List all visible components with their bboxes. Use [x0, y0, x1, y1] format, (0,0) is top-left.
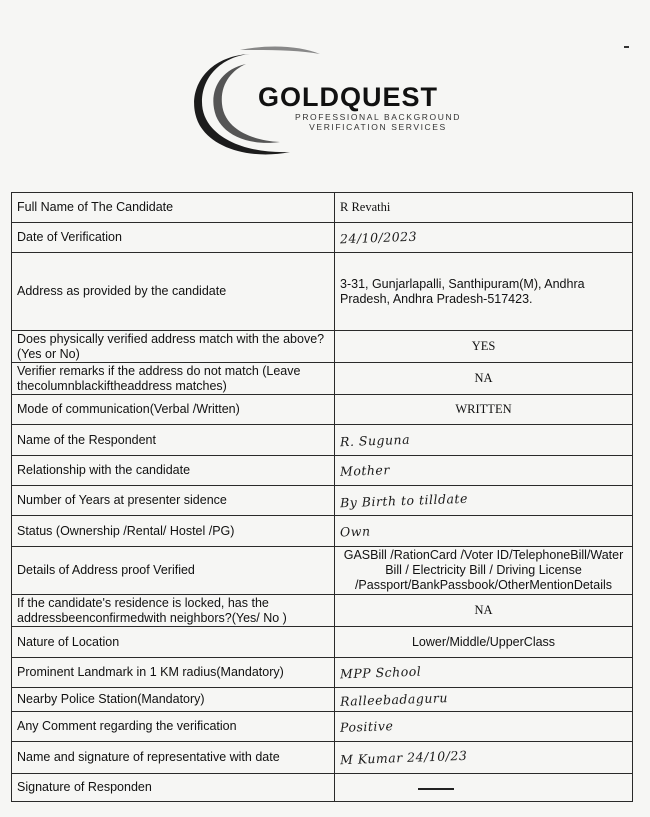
field-value: NA	[335, 363, 633, 395]
table-row	[12, 595, 633, 627]
handwritten-text: Positive	[339, 718, 394, 735]
signature-mark	[418, 788, 454, 790]
table-row	[12, 331, 633, 363]
field-value: YES	[335, 331, 633, 363]
field-value: GASBill /RationCard /Voter ID/TelephoneBill/Water Bill / Electricity Bill / Driving License /Passport/BankPassbook/OtherMentionDetails	[335, 547, 633, 595]
field-label: Status (Ownership /Rental/ Hostel /PG)	[12, 516, 335, 547]
field-label: Relationship with the candidate	[12, 456, 335, 486]
handwritten-text: R. Suguna	[339, 431, 411, 449]
handwritten-value	[335, 688, 633, 712]
document-header	[0, 0, 650, 190]
field-label: Mode of communication(Verbal /Written)	[12, 395, 335, 425]
handwritten-text: By Birth to tilldate	[339, 490, 469, 511]
table-row	[12, 193, 633, 223]
table-row	[12, 456, 633, 486]
field-value: 3-31, Gunjarlapalli, Santhipuram(M), Andhra Pradesh, Andhra Pradesh-517423.	[335, 253, 633, 331]
table-row	[12, 223, 633, 253]
field-label: Number of Years at presenter sidence	[12, 486, 335, 516]
field-value: NA	[335, 595, 633, 627]
field-label: Name and signature of representative with date	[12, 742, 335, 774]
field-value: WRITTEN	[335, 395, 633, 425]
table-row	[12, 486, 633, 516]
handwritten-text: Mother	[339, 462, 391, 479]
field-label: Any Comment regarding the verification	[12, 712, 335, 742]
field-label: If the candidate's residence is locked, has the addressbeenconfirmedwith neighbors?(Yes/ No )	[12, 595, 335, 627]
handwritten-value	[335, 223, 633, 253]
handwritten-text: M Kumar 24/10/23	[339, 747, 468, 768]
handwritten-text: Own	[339, 522, 371, 540]
field-label: Signature of Responden	[12, 774, 335, 802]
handwritten-text: MPP School	[339, 663, 422, 682]
field-label: Nearby Police Station(Mandatory)	[12, 688, 335, 712]
field-label: Does physically verified address match with the above?(Yes or No)	[12, 331, 335, 363]
table-row	[12, 395, 633, 425]
handwritten-value	[335, 486, 633, 516]
handwritten-value	[335, 516, 633, 547]
field-value: R Revathi	[335, 193, 633, 223]
handwritten-text: 24/10/2023	[339, 228, 418, 247]
margin-mark	[624, 46, 629, 48]
field-label: Name of the Respondent	[12, 425, 335, 456]
table-row	[12, 516, 633, 547]
table-row	[12, 658, 633, 688]
field-label: Full Name of The Candidate	[12, 193, 335, 223]
field-label: Details of Address proof Verified	[12, 547, 335, 595]
table-row	[12, 712, 633, 742]
signature-cell	[335, 774, 633, 802]
field-label: Verifier remarks if the address do not match (Leave thecolumnblackiftheaddress matches)	[12, 363, 335, 395]
handwritten-value	[335, 712, 633, 742]
handwritten-value	[335, 425, 633, 456]
field-label: Prominent Landmark in 1 KM radius(Mandatory)	[12, 658, 335, 688]
table-row	[12, 742, 633, 774]
handwritten-value	[335, 658, 633, 688]
handwritten-value	[335, 456, 633, 486]
table-row	[12, 253, 633, 331]
table-row	[12, 627, 633, 658]
handwritten-text: Ralleebadaguru	[339, 690, 449, 709]
field-label: Address as provided by the candidate	[12, 253, 335, 331]
field-value: Lower/Middle/UpperClass	[335, 627, 633, 658]
handwritten-value	[335, 742, 633, 774]
table-row	[12, 425, 633, 456]
table-row	[12, 774, 633, 802]
tagline-line-2: VERIFICATION SERVICES	[309, 122, 447, 132]
table-row	[12, 688, 633, 712]
tagline-line-1: PROFESSIONAL BACKGROUND	[295, 112, 461, 122]
field-label: Nature of Location	[12, 627, 335, 658]
table-row	[12, 363, 633, 395]
brand-name: GOLDQUEST	[258, 82, 439, 112]
field-label: Date of Verification	[12, 223, 335, 253]
table-row	[12, 547, 633, 595]
brand-tagline	[278, 112, 478, 132]
verification-form-table	[11, 192, 633, 802]
